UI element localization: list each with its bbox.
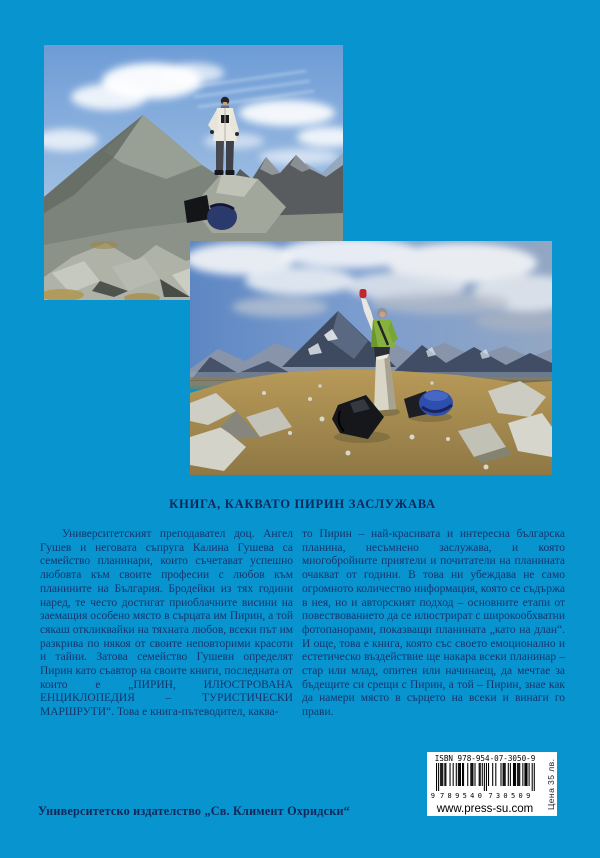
summit-photo-2	[190, 241, 552, 475]
svg-text:730509: 730509	[488, 792, 531, 799]
svg-text:789540: 789540	[439, 792, 482, 799]
price-label: Цена 35 лв.	[546, 758, 556, 810]
summit-photo-2-art	[190, 241, 552, 475]
ean-barcode	[431, 763, 539, 799]
body-text-column-right: то Пирин – най-красивата и интересна българска планина, несъмнено заслужава, и която многобройните приятели и почитатели на планината очакват от години. В това ни убеждава не само огромното количество информация, която се съдържа в нея, но и авторският подход – основните етапи от повествованието да се илюстрират с широкообхватни фотопанорами, показващи планината „като на длан“. И още, това е книга, която със своето емоционално и естетическо въздействие ще накара всеки планинар – стар или млад, опитен или начинаещ, да мечтае за бъдещите си срещи с Пирин, а той – Пирин, знае как да намери място в сърцето на всеки и винаги го прави.	[302, 528, 565, 719]
cover-headline: КНИГА, КАКВАТО ПИРИН ЗАСЛУЖАВА	[169, 497, 436, 511]
isbn-text: ISBN 978-954-07-3050-9	[434, 754, 536, 763]
body-text-column-left: Университетският преподавател доц. Ангел Гушев и неговата съпруга Калина Гушева са семейство планинари, които съчетават успешно любовта към своите професии с любов към планините на България. Бродейки из тях години наред, те често достигат приоблачните висини на заемащия особено място в сърцата им Пирин, а той сякаш откликвайки на тяхната любов, всеки път им разкрива по някоя от своите неповторими красоти и тайни. Затова семейство Гушеви определят Пирин като съавтор на своите книги, последната от които е „ПИРИН, ИЛЮСТРОВАНА ЕНЦИКЛОПЕДИЯ – ТУРИСТИЧЕСКИ МАРШРУТИ“. Това е книга-пътеводител, каква-	[40, 528, 293, 719]
publisher-website-text: www.press-su.com	[436, 803, 534, 815]
svg-text:9: 9	[431, 792, 435, 799]
publisher-line: Университетско издателство „Св. Климент Охридски“	[38, 804, 350, 818]
barcode-panel	[427, 752, 557, 816]
